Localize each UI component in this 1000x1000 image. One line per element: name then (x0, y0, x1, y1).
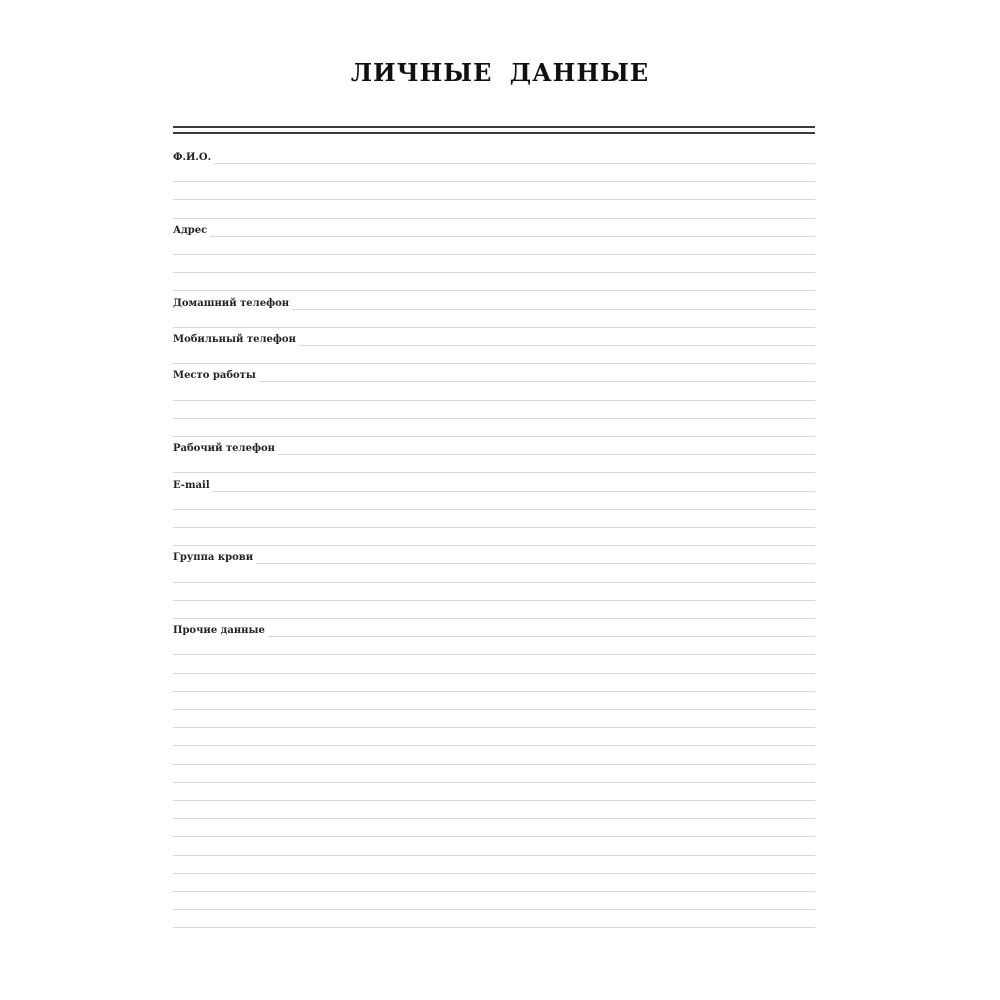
writing-line[interactable] (173, 236, 815, 237)
writing-line[interactable] (173, 800, 815, 801)
field-label: Рабочий телефон (173, 443, 278, 455)
writing-line[interactable] (173, 254, 815, 255)
writing-line[interactable] (173, 563, 815, 564)
field-label: Место работы (173, 370, 259, 382)
field-label: Домашний телефон (173, 298, 292, 310)
field-label: Адрес (173, 225, 210, 237)
writing-line[interactable] (173, 181, 815, 182)
writing-line[interactable] (173, 636, 815, 637)
field-label: E-mail (173, 480, 213, 492)
writing-line[interactable] (173, 418, 815, 419)
writing-line[interactable] (173, 745, 815, 746)
field-label: Группа крови (173, 552, 256, 564)
field-label: Мобильный телефон (173, 334, 299, 346)
writing-line[interactable] (173, 873, 815, 874)
writing-line[interactable] (173, 691, 815, 692)
ruled-lines (173, 0, 815, 1000)
writing-line[interactable] (173, 509, 815, 510)
writing-line[interactable] (173, 218, 815, 219)
writing-line[interactable] (173, 927, 815, 928)
page-title: ЛИЧНЫЕ ДАННЫЕ (350, 58, 650, 87)
writing-line[interactable] (173, 709, 815, 710)
writing-line[interactable] (173, 855, 815, 856)
writing-line[interactable] (173, 272, 815, 273)
writing-line[interactable] (173, 381, 815, 382)
field-label: Прочие данные (173, 625, 268, 637)
writing-line[interactable] (173, 818, 815, 819)
writing-line[interactable] (173, 363, 815, 364)
writing-line[interactable] (173, 400, 815, 401)
writing-line[interactable] (173, 673, 815, 674)
writing-line[interactable] (173, 764, 815, 765)
writing-line[interactable] (173, 909, 815, 910)
writing-line[interactable] (173, 836, 815, 837)
writing-line[interactable] (173, 891, 815, 892)
writing-line[interactable] (173, 527, 815, 528)
writing-line[interactable] (173, 163, 815, 164)
field-label: Ф.И.О. (173, 152, 214, 164)
writing-line[interactable] (173, 545, 815, 546)
writing-line[interactable] (173, 654, 815, 655)
writing-line[interactable] (173, 618, 815, 619)
writing-line[interactable] (173, 491, 815, 492)
writing-line[interactable] (173, 782, 815, 783)
writing-line[interactable] (173, 727, 815, 728)
writing-line[interactable] (173, 582, 815, 583)
writing-line[interactable] (173, 472, 815, 473)
writing-line[interactable] (173, 600, 815, 601)
writing-line[interactable] (173, 436, 815, 437)
writing-line[interactable] (173, 290, 815, 291)
writing-line[interactable] (173, 327, 815, 328)
writing-line[interactable] (173, 199, 815, 200)
